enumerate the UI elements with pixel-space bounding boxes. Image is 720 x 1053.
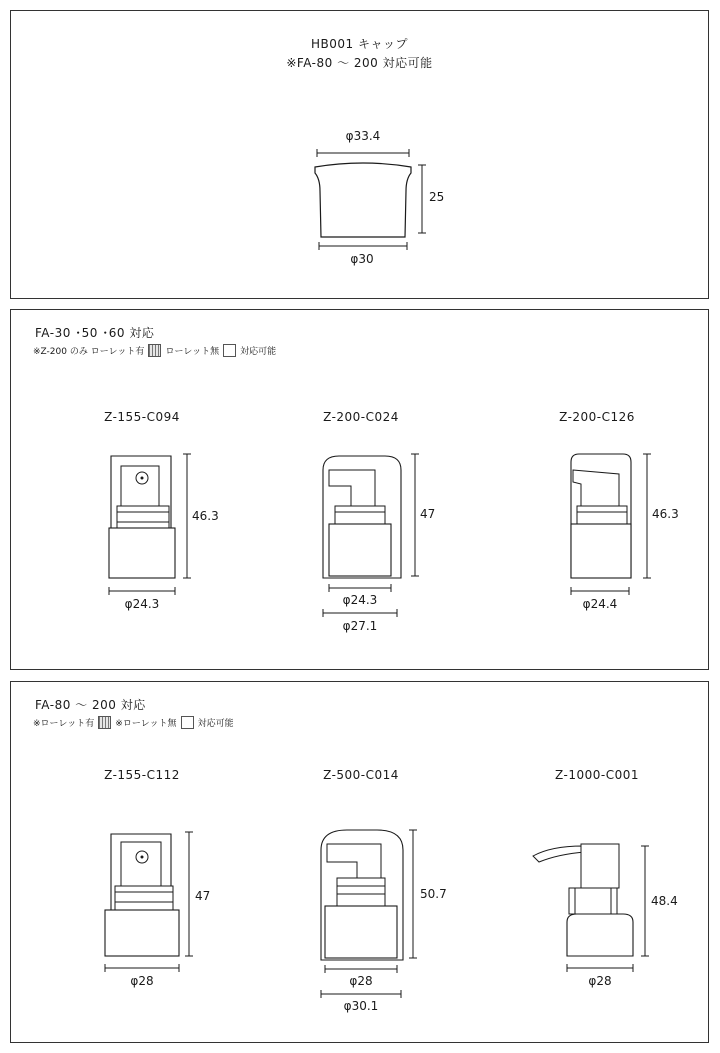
fa80-drawing (11, 682, 710, 1044)
pump5-collar (337, 878, 385, 906)
pump3-closure (571, 524, 631, 578)
pump1-nozzle-dot (141, 477, 144, 480)
cap-drawing (11, 11, 710, 300)
model-z200-c126: Z-200-C126 (559, 410, 635, 424)
fa30-legend-suffix: 対応可能 (240, 347, 277, 357)
pump2-closure (329, 524, 391, 576)
fa30-legend-mid: ローレット無 (165, 347, 220, 357)
pump-z200-c024 (323, 454, 435, 633)
fa80-legend-suffix: 対応可能 (197, 719, 234, 729)
cap-title: HB001 キャップ (311, 37, 408, 51)
pump4-dia-label: φ28 (130, 974, 154, 988)
pump-z155-c112 (105, 832, 210, 988)
cap-panel (10, 10, 709, 299)
pump4-actuator (121, 842, 161, 886)
pump-z155-c094 (109, 454, 219, 611)
model-z500-c014: Z-500-C014 (323, 768, 399, 782)
pump-z200-c126 (571, 454, 679, 611)
pump6-collar (569, 888, 617, 914)
pump-z500-c014 (321, 830, 447, 1013)
pump3-actuator (573, 470, 619, 506)
model-z155-c112: Z-155-C112 (104, 768, 180, 782)
pump2-height-label: 47 (420, 507, 436, 521)
pump2-actuator (329, 470, 375, 506)
cap-bottom-dim-label: φ30 (350, 252, 374, 266)
pump1-collar (117, 506, 169, 528)
pump6-dia-label: φ28 (588, 974, 612, 988)
pump5-dia-label: φ28 (349, 974, 373, 988)
fa30-title: FA-30 ･50 ･60 対応 (35, 326, 155, 340)
pump4-collar (115, 886, 173, 910)
cap-outline (315, 163, 411, 237)
pump-z1000-c001 (533, 844, 678, 988)
pump6-actuator-head (581, 844, 619, 888)
cap-top-dim-label: φ33.4 (345, 129, 381, 143)
pump3-height-label: 46.3 (652, 507, 679, 521)
pump1-dia-label: φ24.3 (124, 597, 160, 611)
pump5-height-label: 50.7 (420, 887, 447, 901)
fa80-legend-mid: ※ローレット無 (115, 719, 177, 729)
pump4-nozzle-dot (141, 856, 144, 859)
cap-height-label: 25 (429, 190, 445, 204)
fa30-panel (10, 309, 709, 670)
pump5-closure (325, 906, 397, 958)
pump5-actuator (327, 844, 381, 878)
fa30-drawing (11, 310, 710, 671)
model-z200-c024: Z-200-C024 (323, 410, 399, 424)
pump6-closure (567, 914, 633, 956)
pump3-collar (577, 506, 627, 524)
pump6-spout (533, 846, 585, 862)
fa30-legend-prefix: ※Z-200 のみ ローレット有 (33, 347, 145, 357)
model-z1000-c001: Z-1000-C001 (555, 768, 639, 782)
pump2-dia2-label: φ27.1 (342, 619, 378, 633)
pump6-height-label: 48.4 (651, 894, 678, 908)
pump1-height-label: 46.3 (192, 509, 219, 523)
pump3-dia-label: φ24.4 (582, 597, 618, 611)
pump5-dia2-label: φ30.1 (343, 999, 379, 1013)
cap-subtitle: ※FA-80 ～ 200 対応可能 (286, 56, 433, 70)
fa80-legend-prefix: ※ローレット有 (33, 719, 95, 729)
pump2-dia-label: φ24.3 (342, 593, 378, 607)
pump2-collar (335, 506, 385, 524)
fa80-title: FA-80 ～ 200 対応 (35, 698, 146, 712)
pump4-height-label: 47 (195, 889, 211, 903)
pump1-closure (109, 528, 175, 578)
pump4-closure (105, 910, 179, 956)
fa80-panel (10, 681, 709, 1043)
model-z155-c094: Z-155-C094 (104, 410, 180, 424)
